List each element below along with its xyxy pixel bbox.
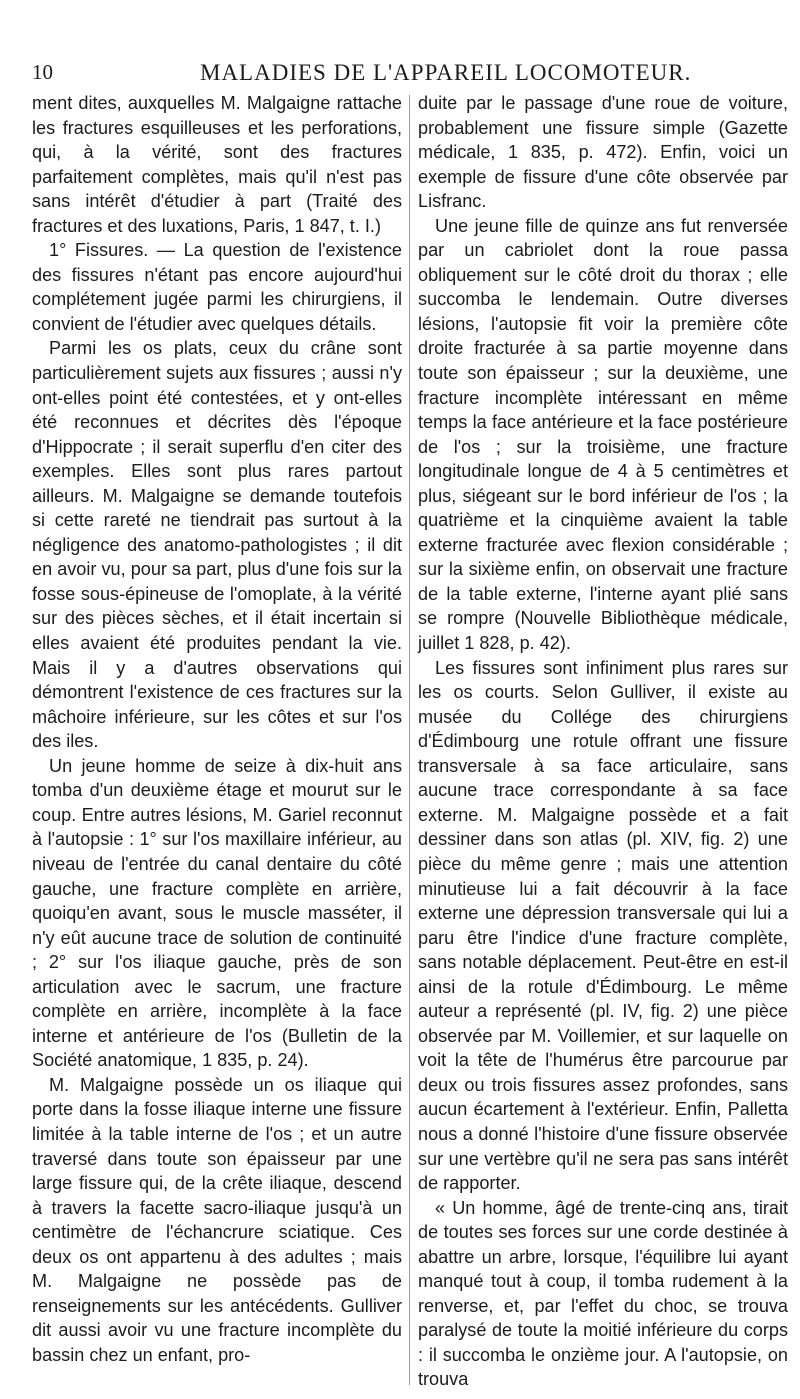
paragraph: Parmi les os plats, ceux du crâne sont particulièrement sujets aux fissures ; aussi n'y ont-elles point été contestées, et y ont-elles été reconnues et décrites dès l'époque d'Hippocrate ; il serait superflu d'en citer des exemples. Elles sont plus rares partout ailleurs. M. Malgaigne se demande toutefois si cette rareté ne tiendrait pas surtout à la négligence des anatomo-pathologistes ; il dit en avoir vu, pour sa part, plus d'une fois sur la fosse sous-épineuse de l'omoplate, à la vérité sur des pièces sèches, et il était incertain si elles avaient été produites pendant la vie. Mais il y a d'autres observations qui démontrent l'existence de ces fractures sur la mâchoire inférieure, sur les côtes et sur l'os des iles. <box>32 338 402 752</box>
left-column <box>32 91 402 1367</box>
right-column <box>418 91 788 1392</box>
paragraph: M. Malgaigne possède un os iliaque qui porte dans la fosse iliaque interne une fissure limitée à la table interne de l'os ; et un autre traversé dans toute son épaisseur par une large fissure qui, de la crête iliaque, descend à travers la facette sacro-iliaque jusqu'à un centimètre de l'échancrure sciatique. Ces deux os ont appartenu à des adultes ; mais M. Malgaigne ne possède pas de renseignements sur les antécédents. Gulliver dit aussi avoir vu une fracture incomplète du bassin chez un enfant, pro- <box>32 1074 402 1365</box>
paragraph: ment dites, auxquelles M. Malgaigne rattache les fractures esquilleuses et les perforations, qui, à la vérité, sont des fractures parfaitement complètes, mais qu'il n'est pas sans intérêt d'étudier à part (Traité des fractures et des luxations, Paris, 1 847, t. I.) <box>32 93 402 236</box>
column-divider <box>409 95 410 1385</box>
paragraph: Un jeune homme de seize à dix-huit ans tomba d'un deuxième étage et mourut sur le coup. Entre autres lésions, M. Gariel reconnut à l'autopsie : 1° sur l'os maxillaire inférieur, au niveau de l'entrée du canal dentaire du côté gauche, une fracture complète en arrière, quoiqu'en avant, sous le muscle masséter, il n'y eût aucune trace de solution de continuité ; 2° sur l'os iliaque gauche, près de son articulation avec le sacrum, une fracture complète en arrière, incomplète à la face interne et antérieure de l'os (Bulletin de la Société anatomique, 1 835, p. 24). <box>32 755 402 1071</box>
paragraph: Les fissures sont infiniment plus rares sur les os courts. Selon Gulliver, il existe au musée du Collége des chirurgiens d'Édimbourg une rotule offrant une fissure transversale à sa face articulaire, sans aucune trace correspondante à sa face externe. M. Malgaigne possède et a fait dessiner dans son atlas (pl. XIV, fig. 2) une pièce du même genre ; mais une attention minutieuse lui a fait découvrir à la face externe une dépression transversale qui lui a paru être l'indice d'une fracture complète, sans notable déplacement. Peut-être en est-il ainsi de la rotule d'Édimbourg. Le même auteur a représenté (pl. IV, fig. 2) une pièce observée par M. Voillemier, et sur laquelle on voit la tête de l'humérus être parcourue par deux ou trois fissures assez profondes, sans aucun écartement à l'extérieur. Enfin, Palletta nous a donné l'histoire d'une fissure observée sur une vertèbre qu'il ne sera pas sans intérêt de rapporter. <box>418 657 788 1194</box>
paragraph: duite par le passage d'une roue de voiture, probablement une fissure simple (Gazette médicale, 1 835, p. 472). Enfin, voici un exemple de fissure d'une côte observée par Lisfranc. <box>418 93 788 212</box>
paragraph: « Un homme, âgé de trente-cinq ans, tirait de toutes ses forces sur une corde destinée à abattre un arbre, lorsque, l'équilibre lui ayant manqué tout à coup, il tomba rudement à la renverse, et, par l'effet du choc, se trouva paralysé de toute la moitié inférieure du corps : il succomba le onzième jour. A l'autopsie, on trouva <box>418 1197 788 1390</box>
running-title: MALADIES DE L'APPAREIL LOCOMOTEUR. <box>200 60 692 85</box>
page-number: 10 <box>32 60 53 84</box>
paragraph: Une jeune fille de quinze ans fut renversée par un cabriolet dont la roue passa obliquement sur le côté droit du thorax ; elle succomba le lendemain. Outre diverses lésions, l'autopsie fit voir la première côte droite fracturée à sa partie moyenne dans toute son épaisseur ; sur la deuxième, une fracture incomplète intéressant en même temps la face antérieure et la face postérieure de l'os ; sur la troisième, une fracture longitudinale longue de 4 à 5 centimètres et plus, siégeant sur le bord inférieur de l'os ; la quatrième et la cinquième avaient la table externe fracturée avec flexion considérable ; sur la sixième enfin, on observait une fracture de la table externe, l'interne ayant plié sans se rompre (Nouvelle Bibliothèque médicale, juillet 1 828, p. 42). <box>418 215 788 654</box>
paragraph: 1° Fissures. — La question de l'existence des fissures n'étant pas encore aujourd'hui complétement jugée parmi les chirurgiens, il convient de l'étudier avec quelques détails. <box>32 240 402 334</box>
page-header <box>0 60 800 90</box>
